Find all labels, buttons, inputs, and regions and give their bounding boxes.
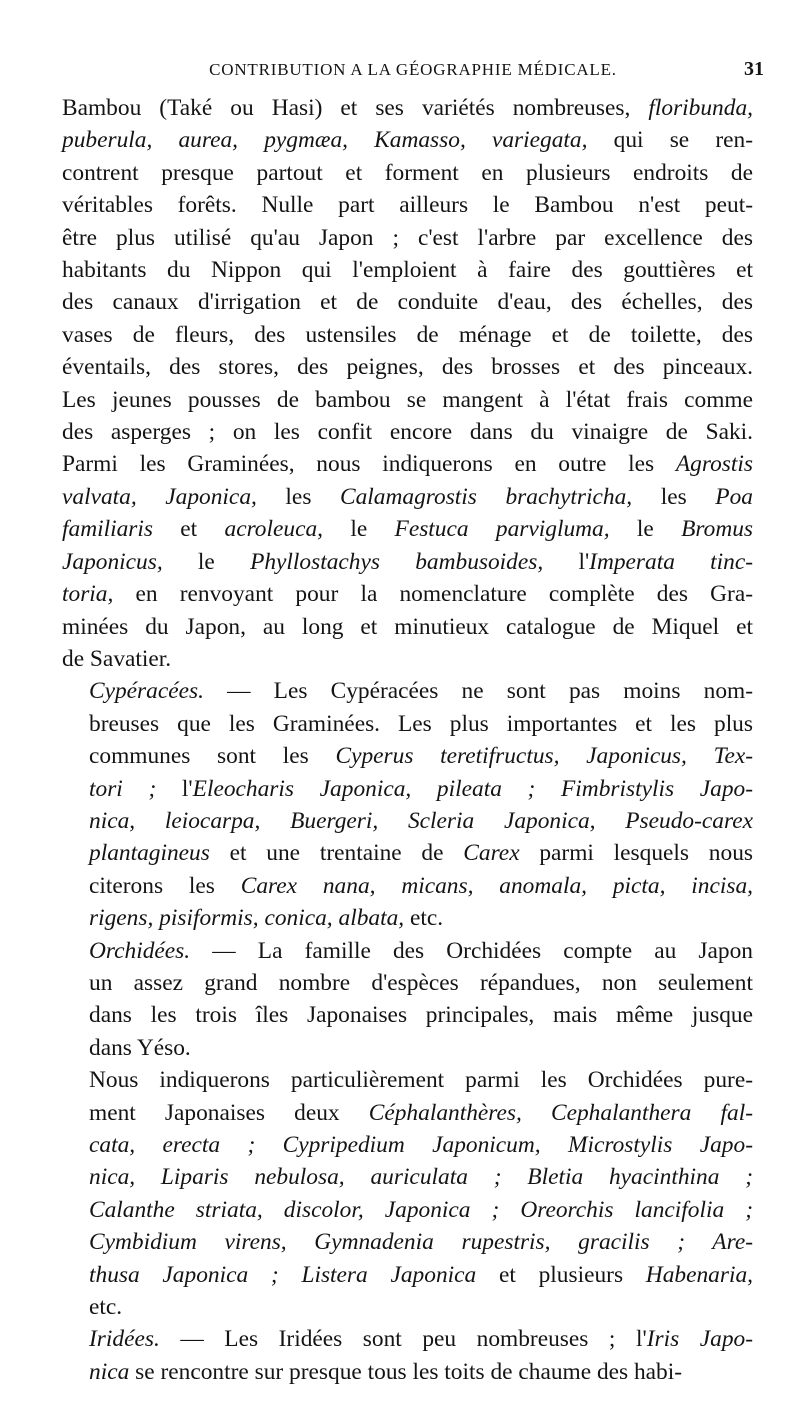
italic-text: Phyllostachys bambusoides, xyxy=(250,548,544,575)
text-run: parmi lesquels nous xyxy=(519,840,753,867)
italic-text: toria, xyxy=(62,581,114,608)
text-line xyxy=(62,870,753,902)
text-line xyxy=(62,740,753,772)
text-line xyxy=(62,643,753,675)
text-line xyxy=(62,675,753,707)
paragraph-bambou xyxy=(62,92,753,675)
italic-text: Cyperus teretifructus, Japonicus, Tex- xyxy=(335,743,753,770)
italic-text: floribunda, xyxy=(648,95,753,121)
text-run: communes sont les xyxy=(89,743,336,770)
text-run: dans les trois îles Japonaises principales, mais même jusque xyxy=(89,1002,753,1029)
text-line xyxy=(62,1161,753,1193)
italic-text: Cypéracées. xyxy=(89,678,204,705)
italic-text: Céphalanthères, Cephalanthera fal- xyxy=(368,1099,753,1126)
paragraph-orchidees-liste xyxy=(62,1064,753,1323)
text-line xyxy=(62,1129,753,1161)
text-run: citerons les xyxy=(89,872,241,899)
text-line xyxy=(62,1259,753,1291)
italic-text: cata, erecta ; Cypripedium Japonicum, Microstylis Japo- xyxy=(89,1132,753,1158)
text-run: — La famille des Orchidées compte au Japon xyxy=(190,937,753,964)
text-line xyxy=(62,1356,753,1388)
text-run: Les jeunes pousses de bambou se mangent à l'état frais comme xyxy=(62,386,753,413)
text-line xyxy=(62,481,753,513)
italic-text: rigens, pisiformis, conica, albata, xyxy=(89,905,405,932)
italic-text: Imperata tinc- xyxy=(589,548,754,575)
text-run: l' xyxy=(543,548,590,575)
text-run: et xyxy=(152,516,225,543)
italic-text: acroleuca, xyxy=(224,516,324,543)
text-run: dans Yéso. xyxy=(89,1034,191,1061)
text-line xyxy=(62,902,753,934)
text-line xyxy=(62,805,753,837)
italic-text: Calamagrostis brachytricha, xyxy=(340,483,633,510)
text-line xyxy=(62,611,753,643)
text-run: être plus utilisé qu'au Japon ; c'est l'arbre par excellence des xyxy=(62,224,753,251)
italic-text: Cymbidium virens, Gymnadenia rupestris, gracilis ; Are- xyxy=(89,1229,753,1256)
italic-text: Poa xyxy=(715,483,753,510)
italic-text: Japonicus, xyxy=(62,548,163,575)
text-run: les xyxy=(256,483,340,510)
text-line xyxy=(62,773,753,805)
text-line xyxy=(62,1323,753,1355)
text-line xyxy=(62,999,753,1031)
text-line xyxy=(62,1097,753,1129)
text-line xyxy=(62,578,753,610)
italic-text: nica, Liparis nebulosa, auriculata ; Bletia hyacinthina ; xyxy=(89,1164,753,1191)
text-run: un assez grand nombre d'espèces répandues, non seulement xyxy=(89,969,753,996)
text-run: et plusieurs xyxy=(476,1261,646,1288)
italic-text: Agrostis xyxy=(675,451,753,478)
text-run: vases de fleurs, des ustensiles de ménage et de toilette, des xyxy=(62,321,753,348)
text-line xyxy=(62,1032,753,1064)
text-run: le xyxy=(323,516,395,543)
text-run: le xyxy=(162,548,251,575)
text-line xyxy=(62,222,753,254)
italic-text: Habenaria, xyxy=(645,1261,753,1288)
text-run: Nous indiquerons particulièrement parmi les Orchidées pure- xyxy=(89,1067,753,1094)
text-line xyxy=(62,319,753,351)
text-line xyxy=(62,157,753,189)
text-run: Parmi les Graminées, nous indiquerons en outre les xyxy=(62,451,676,478)
body-text xyxy=(62,92,753,1388)
text-run: et une trentaine de xyxy=(209,840,464,867)
italic-text: Bromus xyxy=(681,516,754,543)
text-run: se rencontre sur presque tous les toits de chaume des habi- xyxy=(129,1358,683,1385)
text-run: habitants du Nippon qui l'emploient à faire des gouttières et xyxy=(62,257,753,284)
text-line xyxy=(62,254,753,286)
text-run: en renvoyant pour la nomenclature complète des Gra- xyxy=(113,581,753,608)
text-run: des canaux d'irrigation et de conduite d'eau, des échelles, des xyxy=(62,289,753,316)
text-line xyxy=(62,448,753,480)
text-run: véritables forêts. Nulle part ailleurs le Bambou n'est peut- xyxy=(62,192,753,219)
text-run: le xyxy=(609,516,682,543)
text-run: etc. xyxy=(404,905,444,932)
text-run: — Les Cypéracées ne sont pas moins nom- xyxy=(203,678,753,705)
italic-text: Orchidées. xyxy=(89,937,191,964)
text-line xyxy=(62,513,753,545)
italic-text: Carex xyxy=(463,840,520,867)
text-run: — Les Iridées sont peu nombreuses ; l' xyxy=(159,1326,647,1353)
italic-text: valvata, Japonica, xyxy=(62,483,257,510)
italic-text: Iridées. xyxy=(89,1326,160,1353)
paragraph-cyperacees xyxy=(62,675,753,934)
italic-text: Festuca parvigluma, xyxy=(394,516,610,543)
text-run: contrent presque partout et forment en plusieurs endroits de xyxy=(62,159,753,186)
italic-text: Carex nana, micans, anomala, picta, incisa, xyxy=(240,872,754,899)
text-line xyxy=(62,351,753,383)
italic-text: puberula, aurea, pygmæa, Kamasso, variegata, xyxy=(62,127,588,154)
text-line xyxy=(62,286,753,318)
text-run: qui se ren- xyxy=(587,127,753,154)
text-line xyxy=(62,384,753,416)
page-header xyxy=(62,56,764,86)
text-run: minées du Japon, au long et minutieux catalogue de Miquel et xyxy=(62,613,753,640)
paragraph-iridees xyxy=(62,1323,753,1388)
text-line xyxy=(62,1064,753,1096)
text-line xyxy=(62,708,753,740)
italic-text: plantagineus xyxy=(89,840,210,867)
italic-text: familiaris xyxy=(62,516,153,543)
text-line xyxy=(62,1226,753,1258)
italic-text: Iris Japo- xyxy=(646,1326,753,1353)
text-run: Bambou (Také ou Hasi) et ses variétés nombreuses, xyxy=(62,95,649,121)
text-line xyxy=(62,935,753,967)
text-line xyxy=(62,416,753,448)
italic-text: nica, leiocarpa, Buergeri, Scleria Japonica, Pseudo-carex xyxy=(89,807,753,834)
text-line xyxy=(62,1291,753,1323)
text-run: des asperges ; on les confit encore dans du vinaigre de Saki. xyxy=(62,419,753,446)
text-line xyxy=(62,837,753,869)
text-line xyxy=(62,92,753,124)
italic-text: nica xyxy=(89,1358,130,1385)
text-run: ment Japonaises deux xyxy=(89,1099,369,1126)
text-run: breuses que les Graminées. Les plus importantes et les plus xyxy=(89,710,753,737)
text-line xyxy=(62,546,753,578)
italic-text: Eleocharis Japonica, pileata ; Fimbristylis Japo- xyxy=(192,775,754,802)
text-line xyxy=(62,124,753,156)
text-line xyxy=(62,967,753,999)
running-title: CONTRIBUTION A LA GÉOGRAPHIE MÉDICALE. xyxy=(209,60,617,79)
text-run: éventails, des stores, des peignes, des brosses et des pinceaux. xyxy=(62,354,753,381)
italic-text: thusa Japonica ; Listera Japonica xyxy=(89,1261,477,1288)
paragraph-orchidees xyxy=(62,935,753,1065)
text-line xyxy=(62,189,753,221)
text-line xyxy=(62,1194,753,1226)
italic-text: Calanthe striata, discolor, Japonica ; Oreorchis lancifolia ; xyxy=(89,1196,753,1223)
italic-text: tori ; xyxy=(89,775,157,802)
text-run: etc. xyxy=(89,1294,123,1321)
text-run: l' xyxy=(156,775,193,802)
page-number: 31 xyxy=(744,58,764,80)
text-run: de Savatier. xyxy=(62,645,172,672)
text-run: les xyxy=(632,483,716,510)
